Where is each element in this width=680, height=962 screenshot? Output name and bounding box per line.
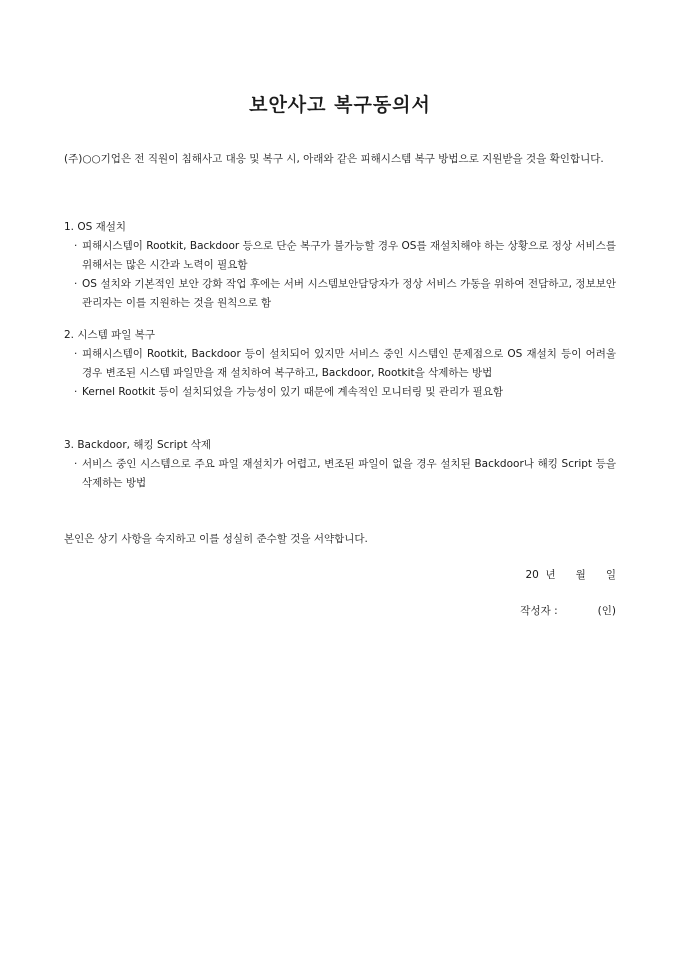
list-item-text: 서비스 중인 시스템으로 주요 파일 재설치가 어렵고, 변조된 파일이 없을 경우 설치된 Backdoor나 해킹 Script 등을 삭제하는 방법 bbox=[82, 458, 616, 489]
list-item-text: 피해시스템이 Rootkit, Backdoor 등으로 단순 복구가 불가능할 경우 OS를 재설치해야 하는 상황으로 정상 서비스를 위해서는 많은 시간과 노력이 필요함 bbox=[82, 240, 616, 271]
list-item bbox=[64, 345, 616, 383]
list-item-text: 피해시스템이 Rootkit, Backdoor 등이 설치되어 있지만 서비스 중인 시스템인 문제점으로 OS 재설치 등이 어려울 경우 변조된 시스템 파일만을 재 설치하여 복구하고, Backdoor, Rootkit을 삭제하는 방법 bbox=[82, 348, 616, 379]
bullet-dot: · bbox=[74, 386, 78, 398]
section-backdoor-removal bbox=[64, 436, 616, 493]
list-item-text: OS 설치와 기본적인 보안 강화 작업 후에는 서버 시스템보안담당자가 정상 서비스 가동을 위하여 전담하고, 정보보안관리자는 이를 지원하는 것을 원칙으로 함 bbox=[82, 278, 616, 309]
bullet-dot: · bbox=[74, 240, 78, 252]
intro-paragraph: (주)○○기업은 전 직원이 침해사고 대응 및 복구 시, 아래와 같은 피해시스템 복구 방법으로 지원받을 것을 확인합니다. bbox=[64, 153, 604, 165]
section-system-file-recovery bbox=[64, 326, 616, 402]
bullet-dot: · bbox=[74, 348, 78, 360]
section-os-reinstall bbox=[64, 218, 616, 313]
list-item bbox=[64, 383, 616, 402]
list-item bbox=[64, 455, 616, 493]
section-heading: 3. Backdoor, 해킹 Script 삭제 bbox=[64, 439, 212, 451]
section-heading: 1. OS 재설치 bbox=[64, 221, 127, 233]
list-item bbox=[64, 275, 616, 313]
list-item-text: Kernel Rootkit 등이 설치되었을 가능성이 있기 때문에 계속적인 모니터링 및 관리가 필요함 bbox=[82, 386, 504, 398]
list-item bbox=[64, 237, 616, 275]
section-heading: 2. 시스템 파일 복구 bbox=[64, 329, 156, 341]
bullet-dot: · bbox=[74, 278, 78, 290]
date-line: 20 년 월 일 bbox=[525, 569, 616, 581]
signature-line: 작성자 : (인) bbox=[520, 605, 616, 617]
document-title: 보안사고 복구동의서 bbox=[249, 94, 431, 116]
pledge-statement: 본인은 상기 사항을 숙지하고 이를 성실히 준수할 것을 서약합니다. bbox=[64, 533, 368, 545]
bullet-dot: · bbox=[74, 458, 78, 470]
